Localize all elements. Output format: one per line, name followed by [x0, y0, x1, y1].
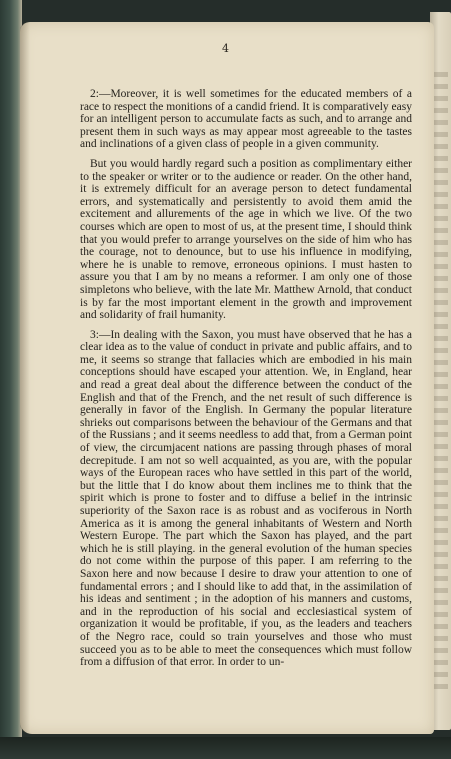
page-body-text	[80, 88, 412, 676]
book-cover-bottom	[0, 737, 451, 759]
adjacent-page-text-bleed	[434, 72, 448, 692]
paragraph-2: 2:—Moreover, it is well sometimes for the educated members of a race to respect the monitions of a candid friend. It is comparatively easy for an intelligent person to accumulate facts as such, and to arrange and present them in such ways as may appear most agreeable to the tastes and inclinations of a given class of people in a given community.	[80, 88, 412, 151]
book-cover-edge	[0, 0, 22, 759]
page-number: 4	[222, 42, 229, 55]
paragraph-3: 3:—In dealing with the Saxon, you must have observed that he has a clear idea as to the value of conduct in private and public affairs, and to me, it seems so strange that fallacies which are embodied in his main conceptions should have escaped your attention. We, in England, hear and read a great deal about the difference between the conduct of the English and that of the French, and the net result of such difference is generally in favor of the English. In Germany the popular literature shrieks out comparisons between the behaviour of the Germans and that of the Russians ; and it seems needless to add that, from a German point of view, the circumjacent nations are passing through phases of moral decrepitude. I am not so well acquainted, as you are, with the popular ways of the European races who have settled in this part of the world, but the little that I do know about them inclines me to think that the spirit which is prone to foster and to diffuse a belief in the intrinsic superiority of the Saxon race is as robust and as vociferous in North America as it is among the general inhabitants of Western and North Western Europe. The part which the Saxon has played, and the part which he is still playing. in the general evolution of the human species do not come within the purpose of this paper. I am referring to the Saxon here and now because I desire to draw your attention to one of fundamental errors ; and I should like to add that, in the assimilation of his ideas and sentiment ; in the adoption of his manners and customs, and in the reproduction of his social and ecclesiastical system of organization it would be profitable, if you, as the leaders and teachers of the Negro race, could so train yourselves and those who must succeed you as to be able to meet the consequences which must follow from a diffusion of that error. In order to un-	[80, 328, 412, 669]
page-gutter-shadow	[20, 22, 30, 734]
paragraph-2-continued: But you would hardly regard such a position as complimentary either to the speaker or writer or to the audience or reader. On the other hand, it is extremely difficult for an average person to detect fundamental errors, and systematically and persistently to avoid them amid the excitement and allurements of the age in which we live. Of the two courses which are open to most of us, at the present time, I should think that you would prefer to arrange yourselves on the side of him who has the courage, not to denounce, but to use his influence in modifying, where he is unable to remove, erroneous opinions. I must hasten to assure you that I am by no means a reformer. I am only one of those simpletons who believe, with the late Mr. Matthew Arnold, that conduct is by far the most important element in the growth and improvement and solidarity of frail humanity.	[80, 157, 412, 322]
